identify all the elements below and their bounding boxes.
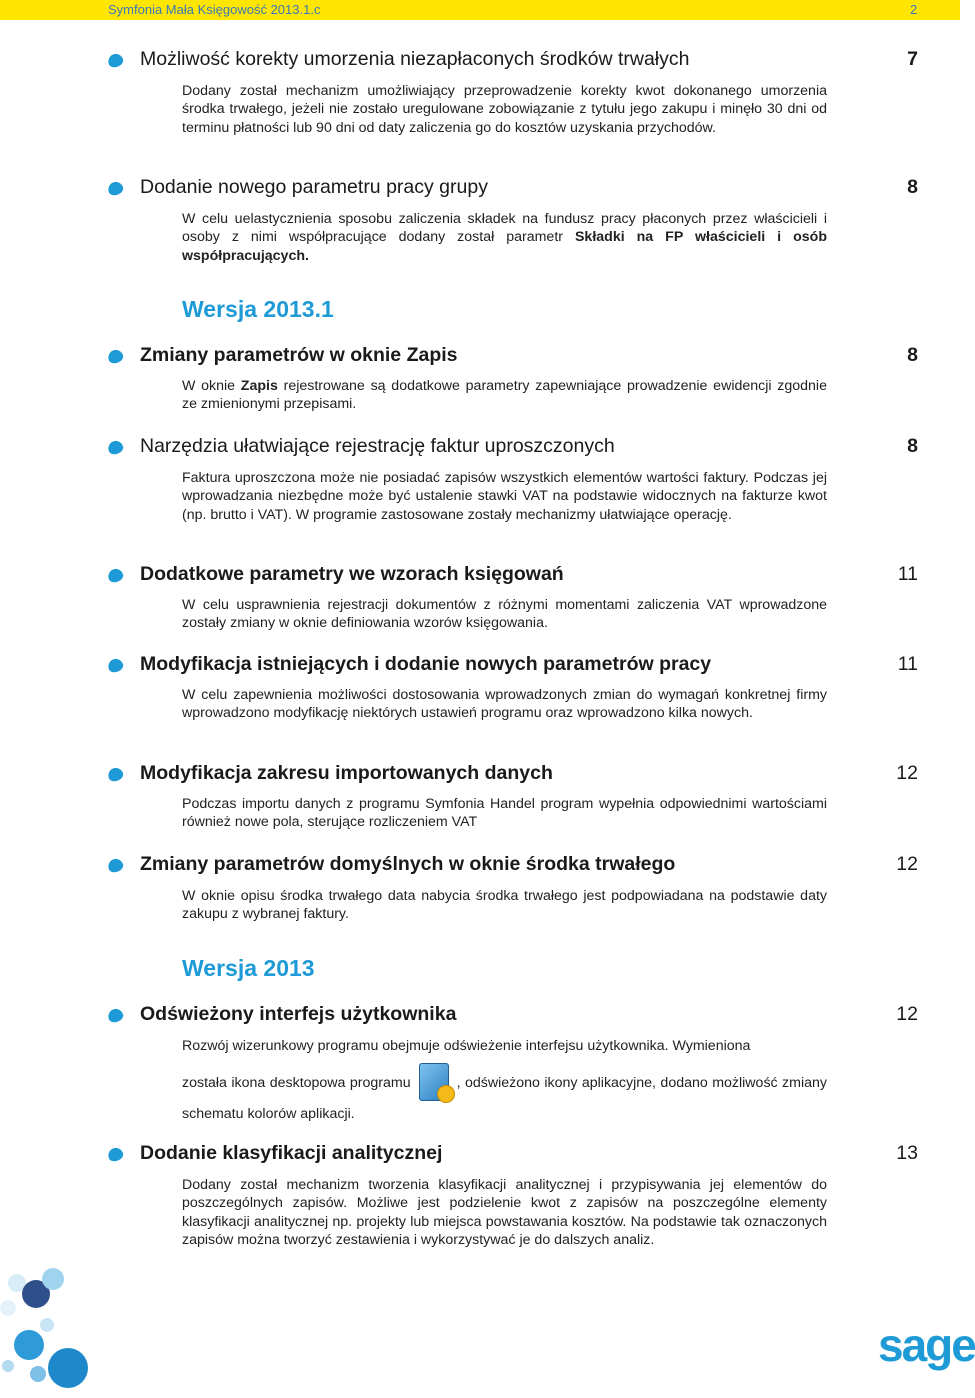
section-page: 12 (896, 853, 918, 875)
section-page: 8 (907, 435, 918, 457)
body-text: W celu uelastycznienia sposobu zaliczenia składek na fundusz pracy płaconych przez właścicieli i osoby z nimi współpracujące dodany został parametr (182, 211, 827, 246)
document-title: Symfonia Mała Księgowość 2013.1.c (108, 2, 321, 17)
header-bar (0, 0, 960, 20)
bullet-dot-icon (106, 657, 125, 674)
body-text-with-icon (182, 1061, 827, 1123)
body-text: rejestrowane są dodatkowe parametry zapewniające prowadzenie ewidencji zgodnie ze zmienionymi przepisami. (182, 378, 827, 413)
bullet-dot-icon (106, 1007, 125, 1024)
bullet-dot-icon (106, 180, 125, 197)
section-page: 7 (907, 48, 918, 70)
section-page: 13 (896, 1142, 918, 1164)
section-page: 11 (897, 563, 918, 585)
section-title: Zmiany parametrów w oknie Zapis (140, 344, 458, 366)
bullet-dot-icon (106, 567, 125, 584)
sage-logo: sage (878, 1319, 975, 1371)
version-heading: Wersja 2013 (182, 955, 315, 981)
page-number: 2 (910, 2, 918, 17)
section-page: 12 (896, 1003, 918, 1025)
section-body: Dodany został mechanizm tworzenia klasyfikacji analitycznej i przypisywania jej elementów do poszczególnych zapisów. Możliwe jest podzielenie kwot z zapisów na poszczególne elementy klasyfikacji analitycznej np. projekty lub miejsca powstawania kosztów. Na podstawie tak oznaczonych zapisów można tworzyć zestawienia i wykorzystywać je do dalszych analiz. (182, 1177, 827, 1248)
bullet-dot-icon (106, 766, 125, 783)
section-page: 8 (907, 176, 918, 198)
section-title: Możliwość korekty umorzenia niezapłaconych środków trwałych (140, 48, 690, 70)
section-title: Modyfikacja zakresu importowanych danych (140, 762, 553, 784)
section-title: Narzędzia ułatwiające rejestrację faktur uproszczonych (140, 435, 615, 457)
section-title: Zmiany parametrów domyślnych w oknie środka trwałego (140, 853, 676, 875)
bullet-dot-icon (106, 857, 125, 874)
body-bold-text: Składki na FP właścicieli i osób współpracujących. (182, 229, 827, 264)
section-page: 11 (897, 653, 918, 675)
section-body: Podczas importu danych z programu Symfonia Handel program wypełnia odpowiednimi wartościami również nowe pola, sterujące rozliczeniem VAT (182, 796, 827, 831)
bullet-dot-icon (106, 52, 125, 69)
section-body: W oknie opisu środka trwałego data nabycia środka trwałego jest podpowiadana na podstawie daty zakupu z wybranej faktury. (182, 888, 827, 923)
version-heading: Wersja 2013.1 (182, 296, 334, 322)
section-page: 8 (907, 344, 918, 366)
section-title: Odświeżony interfejs użytkownika (140, 1003, 457, 1025)
bullet-dot-icon (106, 439, 125, 456)
section-page: 12 (896, 762, 918, 784)
program-desktop-icon (415, 1061, 453, 1105)
section-body: Dodany został mechanizm umożliwiający przeprowadzenie korekty kwot dokonanego umorzenia środka trwałego, jeżeli nie zostało uregulowane zobowiązanie z tytułu jego zakupu i minęło 30 dni od terminu płatności lub 90 dni od daty zaliczenia go do kosztów uzyskania przychodów. (182, 83, 827, 136)
section-body (182, 210, 827, 265)
section-body: W celu zapewnienia możliwości dostosowania wprowadzonych zmian do wymagań konkretnej firmy wprowadzono modyfikację niektórych ustawień programu oraz wprowadzono kilka nowych. (182, 687, 827, 722)
section-title: Dodanie klasyfikacji analitycznej (140, 1142, 443, 1164)
body-text: W oknie (182, 378, 241, 394)
section-title: Dodanie nowego parametru pracy grupy (140, 176, 488, 198)
section-title: Dodatkowe parametry we wzorach księgowań (140, 563, 564, 585)
section-title: Modyfikacja istniejących i dodanie nowych parametrów pracy (140, 653, 712, 675)
bullet-dot-icon (106, 1146, 125, 1163)
body-bold-text: Zapis (240, 378, 278, 394)
section-body: Faktura uproszczona może nie posiadać zapisów wszystkich elementów wartości faktury. Podczas jej wprowadzania niezbędne może być ustalenie stawki VAT na podstawie widocznych na fakturze kwot (np. brutto i VAT). W programie zastosowane zostały mechanizmy ułatwiające operację. (182, 470, 827, 523)
section-body (182, 377, 827, 414)
body-text: , odświeżono ikony aplikacyjne, dodano możliwość zmiany schematu kolorów aplikacji. (182, 1075, 827, 1123)
section-body: W celu usprawnienia rejestracji dokumentów z różnymi momentami zaliczenia VAT wprowadzone zostały zmiany w oknie definiowania wzorów księgowania. (182, 597, 827, 632)
body-text: Rozwój wizerunkowy programu obejmuje odświeżenie interfejsu użytkownika. Wymieniona (182, 1038, 751, 1054)
body-text: została ikona desktopowa programu (182, 1075, 411, 1092)
bullet-dot-icon (106, 348, 125, 365)
section-body (182, 1037, 827, 1124)
